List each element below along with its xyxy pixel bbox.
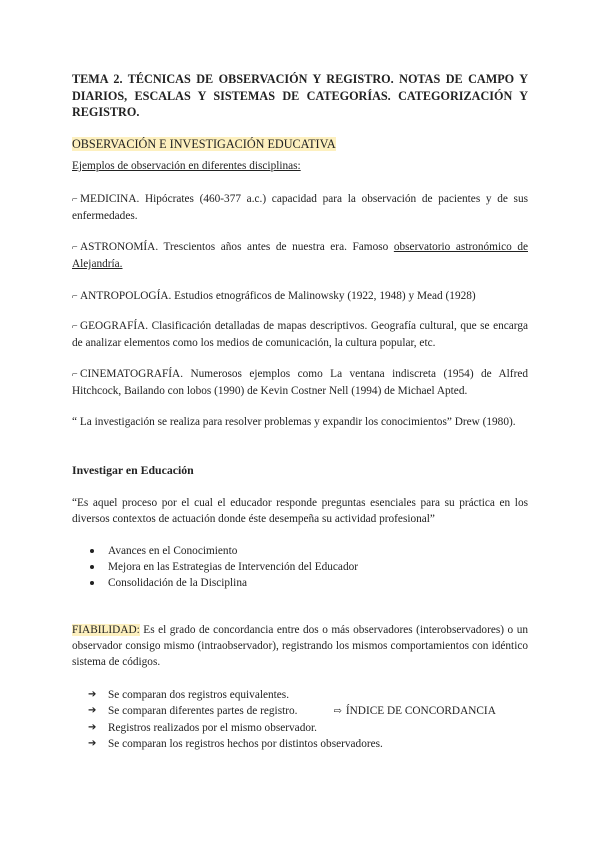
example-medicina: ⌐ MEDICINA. Hipócrates (460-377 a.c.) capacidad para la observación de pacientes y de sus enfermedades. [72,193,528,222]
bullet-icon [90,581,94,585]
bullet-icon [90,549,94,553]
arrow-right-icon: ➔ [88,722,97,733]
example-antropologia: ⌐ ANTROPOLOGÍA. Estudios etnográficos de Malinowsky (1922, 1948) y Mead (1928) [72,290,476,302]
investigar-quote: “Es aquel proceso por el cual el educador responde preguntas esenciales para su práctica en los diversos contextos de actuación donde éste desempeña su actividad profesional” [72,497,528,525]
list-item: ➔ Se comparan los registros hechos por distintos observadores. [88,738,383,750]
double-arrow-icon: ⇨ [333,706,342,717]
section-heading: OBSERVACIÓN E INVESTIGACIÓN EDUCATIVA [72,137,336,151]
alejandria-link[interactable]: observatorio astronómico de Alejandría. [72,241,528,270]
list-item: ➔ Registros realizados por el mismo observador. [88,722,317,734]
arrow-right-icon: ➔ [88,705,97,716]
example-cinematografia: ⌐ CINEMATOGRAFÍA. Numerosos ejemplos como La ventana indiscreta (1954) de Alfred Hitchcock, Bailando con lobos (1990) de Kevin Costner Nell (1994) de Michael Apted. [72,368,528,397]
document-title: TEMA 2. TÉCNICAS DE OBSERVACIÓN Y REGISTRO. NOTAS DE CAMPO Y DIARIOS, ESCALAS Y SISTEMAS DE CATEGORÍAS. CATEGORIZACIÓN Y REGISTRO. [72,72,528,119]
arrow-list [88,687,496,752]
examples-heading: Ejemplos de observación en diferentes disciplinas: [72,160,301,172]
arrow-right-icon: ➔ [88,738,97,749]
example-geografia: ⌐ GEOGRAFÍA. Clasificación detalladas de mapas descriptivos. Geografía cultural, que se encarga de analizar elementos como los medios de comunicación, la cultura popular, etc. [72,320,528,349]
fiabilidad-label: FIABILIDAD: [72,624,140,636]
investigar-heading: Investigar en Educación [72,463,194,477]
list-item: Consolidación de la Disciplina [88,575,358,591]
list-item: Avances en el Conocimiento [88,543,358,559]
list-item: Mejora en las Estrategias de Intervención del Educador [88,559,358,575]
drew-quote: “ La investigación se realiza para resolver problemas y expandir los conocimientos” Drew (1980). [72,416,516,428]
arrow-right-icon: ➔ [88,689,97,700]
example-astronomia: ⌐ ASTRONOMÍA. Trescientos años antes de nuestra era. Famoso observatorio astronómico de Alejandría. [72,241,528,270]
index-concordancia: ⇨ ÍNDICE DE CONCORDANCIA [333,705,496,717]
list-item: ➔ Se comparan dos registros equivalentes. [88,689,290,701]
bullet-list [88,543,358,591]
list-item: ➔ Se comparan diferentes partes de registro. ⇨ ÍNDICE DE CONCORDANCIA [88,705,496,717]
fiabilidad-paragraph: FIABILIDAD: Es el grado de concordancia entre dos o más observadores (interobservadores) o un observador consigo mismo (intraobservador), registrando los mismos comportamientos con idéntico sistema de códigos. [72,624,528,668]
bullet-icon [90,565,94,569]
